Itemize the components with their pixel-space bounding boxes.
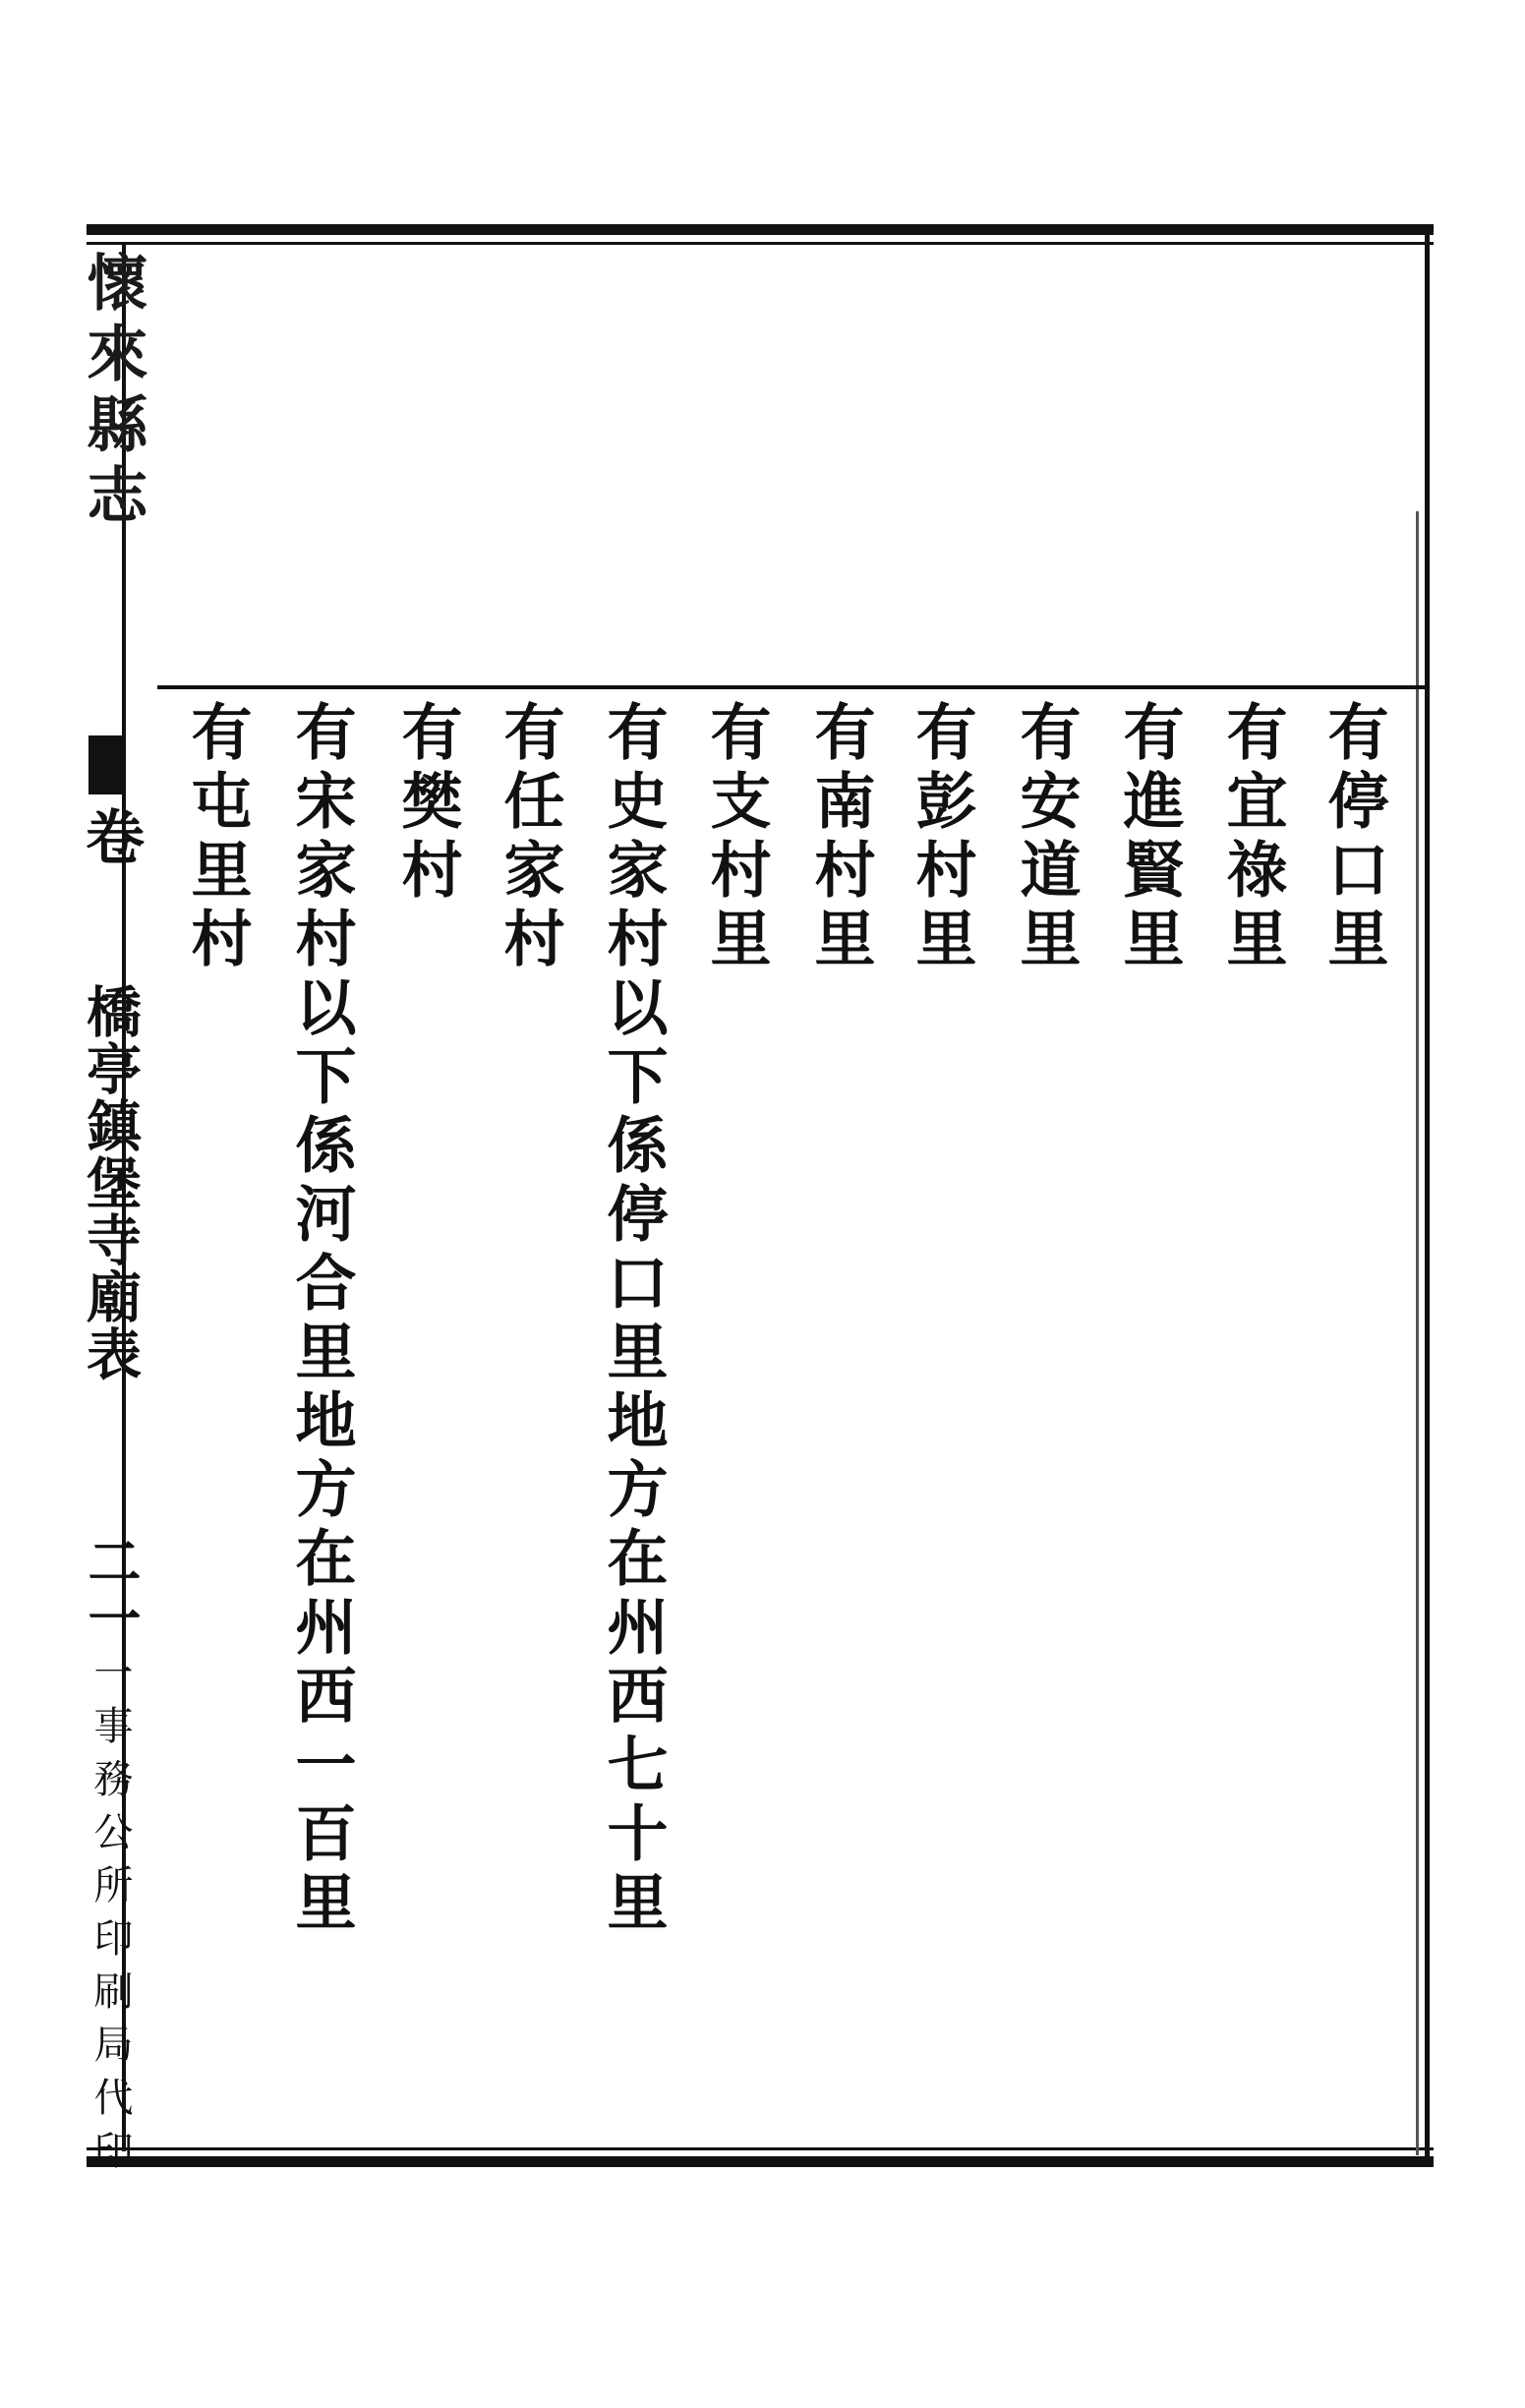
- entry-3: 有進賢里: [1113, 700, 1185, 975]
- bottom-inner-rule: [87, 2147, 1434, 2150]
- section-title: 橋亭鎮堡寺廟表: [78, 983, 143, 1382]
- book-title: 懷來縣志: [77, 251, 148, 534]
- entry-11: 有宋家村以下係河合里地方在州西一百里: [285, 700, 357, 1939]
- right-inner-rule: [1416, 511, 1419, 2155]
- top-inner-rule: [87, 242, 1434, 245]
- bottom-border-rule: [87, 2156, 1434, 2167]
- entry-9: 有任家村: [494, 700, 565, 975]
- volume-label: 卷: [76, 806, 145, 867]
- entry-12: 有屯里村: [181, 700, 253, 975]
- page-number: 二一: [80, 1534, 143, 1648]
- right-border-rule: [1425, 232, 1430, 2159]
- entry-2: 有宜祿里: [1216, 700, 1288, 975]
- register-divider-rule: [157, 685, 1426, 689]
- entry-7: 有支村里: [700, 700, 772, 975]
- entry-1: 有停口里: [1318, 700, 1389, 975]
- entry-8: 有史家村以下係停口里地方在州西七十里: [597, 700, 669, 1939]
- entry-4: 有安道里: [1010, 700, 1082, 975]
- printer-imprint: 一事務公所印刷局代印: [88, 1652, 133, 2183]
- entry-5: 有彭村里: [906, 700, 977, 975]
- fishtail-block: [88, 735, 126, 794]
- top-border-rule: [87, 224, 1434, 235]
- entry-6: 有南村里: [804, 700, 876, 975]
- entry-10: 有樊村: [391, 700, 463, 907]
